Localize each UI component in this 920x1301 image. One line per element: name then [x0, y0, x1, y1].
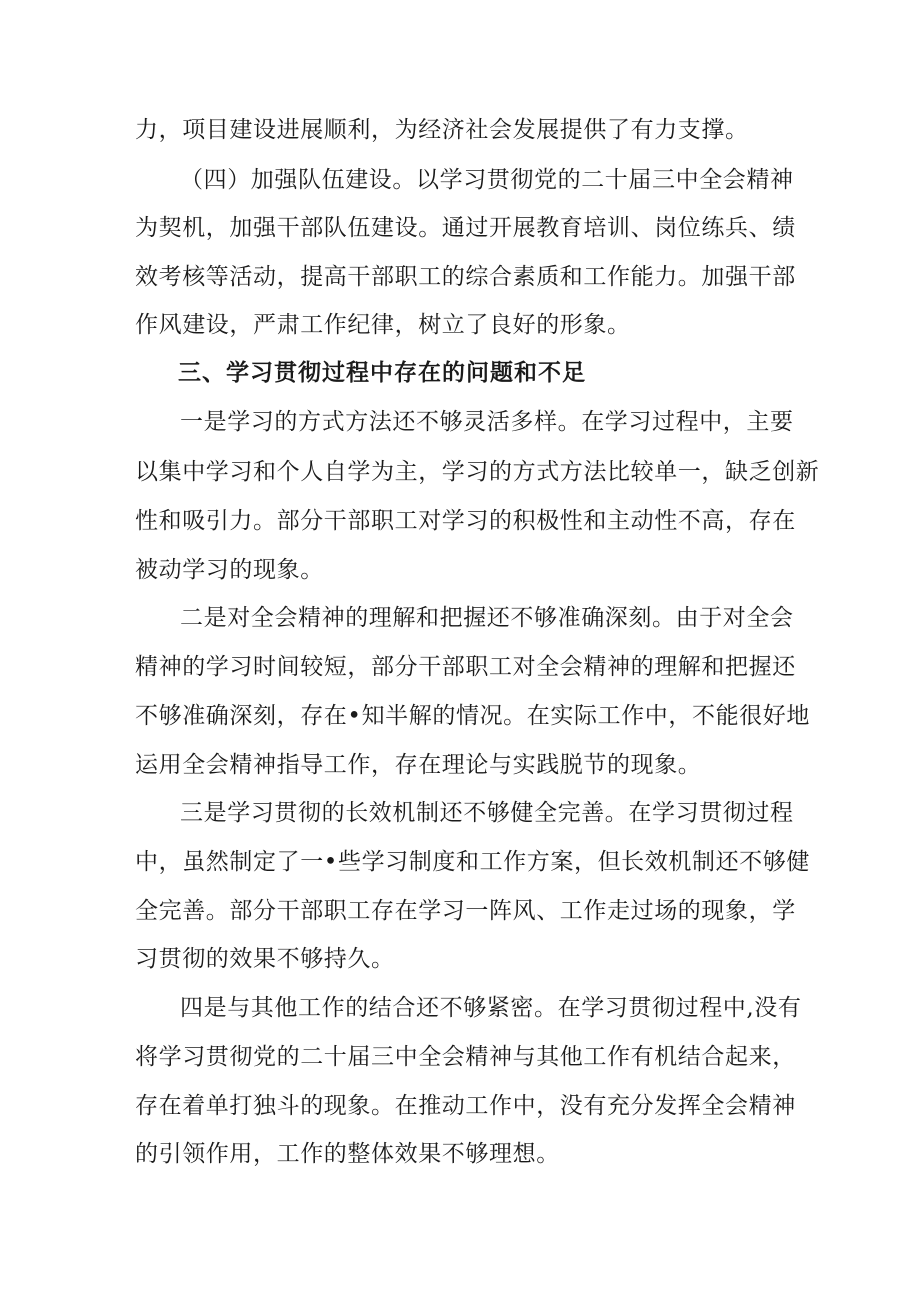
paragraph-line: 二是对全会精神的理解和把握还不够准确深刻。由于对全会	[180, 605, 794, 631]
paragraph-line: 将学习贯彻党的二十届三中全会精神与其他工作有机结合起来，	[135, 1044, 796, 1070]
paragraph-line: 作风建设，严肃工作纪律，树立了良好的形象。	[135, 312, 631, 338]
paragraph-line: 四是与其他工作的结合还不够紧密。在学习贯彻过程中,没有	[180, 995, 802, 1021]
paragraph-line: 存在着单打独斗的现象。在推动工作中，没有充分发挥全会精神	[135, 1093, 796, 1119]
section-heading: 三、学习贯彻过程中存在的问题和不足	[178, 359, 586, 386]
paragraph-line: 习贯彻的效果不够持久。	[135, 946, 395, 972]
paragraph-line: 一是学习的方式方法还不够灵活多样。在学习过程中，主要	[180, 409, 794, 435]
paragraph-line: 性和吸引力。部分干部职工对学习的积极性和主动性不高，存在	[135, 508, 796, 534]
paragraph-line: 效考核等活动，提高干部职工的综合素质和工作能力。加强干部	[135, 264, 796, 290]
paragraph-line: 运用全会精神指导工作，存在理论与实践脱节的现象。	[135, 752, 702, 778]
paragraph-line: 精神的学习时间较短，部分干部职工对全会精神的理解和把握还	[135, 654, 796, 680]
paragraph-line: 不够准确深刻，存在•知半解的情况。在实际工作中，不能很好地	[135, 703, 810, 729]
paragraph-line: 以集中学习和个人自学为主，学习的方式方法比较单一，缺乏创新	[135, 459, 820, 485]
paragraph-line: （四）加强队伍建设。以学习贯彻党的二十届三中全会精神	[180, 167, 794, 193]
paragraph-line: 全完善。部分干部职工存在学习一阵风、工作走过场的现象，学	[135, 898, 796, 924]
paragraph-line: 的引领作用，工作的整体效果不够理想。	[135, 1141, 560, 1167]
paragraph-line: 力，项目建设进展顺利，为经济社会发展提供了有力支撑。	[135, 117, 749, 143]
paragraph-line: 中，虽然制定了一•些学习制度和工作方案，但长效机制还不够健	[135, 849, 810, 875]
paragraph-line: 三是学习贯彻的长效机制还不够健全完善。在学习贯彻过程	[180, 800, 794, 826]
paragraph-line: 为契机，加强干部队伍建设。通过开展教育培训、岗位练兵、绩	[135, 215, 796, 241]
paragraph-line: 被动学习的现象。	[135, 557, 324, 583]
